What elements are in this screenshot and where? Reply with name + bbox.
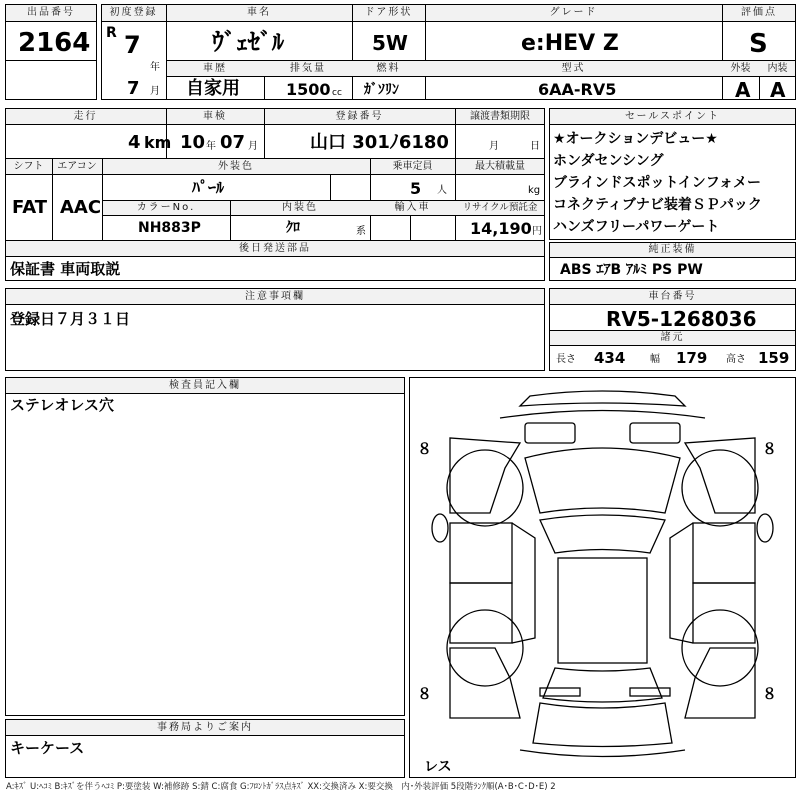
color-no: NH883P <box>138 220 201 236</box>
mark-bottom: レス <box>424 759 452 775</box>
inspection-year: 10 <box>180 132 206 153</box>
notes-label: 注意事項欄 <box>245 291 305 302</box>
interior-grade-label: 内装 <box>767 63 788 74</box>
dimensions-label: 諸元 <box>660 332 685 343</box>
transfer-doc-label: 譲渡書類期限 <box>470 111 530 122</box>
width-label: 幅 <box>650 354 660 365</box>
office-notes: キーケース <box>10 739 85 757</box>
lot-number: 2164 <box>18 28 91 58</box>
later-parts-label: 後日発送部品 <box>239 243 311 254</box>
chassis-label: 車台番号 <box>648 291 697 302</box>
first-reg-label: 初度登録 <box>109 7 158 18</box>
registration-number: 山口 301ﾉ6180 <box>310 132 449 153</box>
mark-top-left: ８ <box>417 440 433 458</box>
sales-point-2: ホンダセンシング <box>553 153 664 169</box>
displacement-label: 排気量 <box>290 63 326 74</box>
inspector-box <box>5 377 405 716</box>
recycle-unit: 円 <box>532 226 542 237</box>
import-car-label: 輸入車 <box>394 202 431 213</box>
first-reg-year-unit: 年 <box>150 62 160 73</box>
exterior-grade-label: 外装 <box>730 63 751 74</box>
interior-color-suffix: 系 <box>356 226 366 237</box>
inspection-year-unit: 年 <box>206 141 216 152</box>
displacement-unit: cc <box>332 88 342 98</box>
interior-color: ｸﾛ <box>286 220 300 236</box>
lot-label: 出品番号 <box>27 7 75 18</box>
recycle-label: リサイクル預託金 <box>462 202 538 213</box>
capacity-unit: 人 <box>437 185 447 196</box>
mileage: 4 <box>128 132 141 153</box>
mark-bottom-left: ８ <box>417 685 433 703</box>
registration-label: 登録番号 <box>335 111 384 122</box>
history: 自家用 <box>186 78 240 99</box>
exterior-color: ﾊﾟｰﾙ <box>192 178 225 197</box>
displacement: 1500 <box>286 80 331 99</box>
inspector-notes: ステレオレス穴 <box>10 396 114 414</box>
capacity-label: 乗車定員 <box>392 161 433 172</box>
car-name-label: 車名 <box>247 7 271 18</box>
width-value: 179 <box>676 349 708 367</box>
first-reg-month-unit: 月 <box>150 86 160 97</box>
inspection-label: 車検 <box>203 111 227 122</box>
fuel: ｶﾞｿﾘﾝ <box>364 82 399 98</box>
sales-point-1: ★オークションデビュー★ <box>553 131 718 147</box>
shift: FAT <box>12 197 48 218</box>
fuel-label: 燃料 <box>376 63 401 74</box>
legend: A:ｷｽﾞ U:ﾍｺﾐ B:ｷｽﾞを伴うﾍｺﾐ P:要塗装 W:補修跡 S:錆 C:腐食 G:ﾌﾛﾝﾄｶﾞﾗｽ点ｷｽﾞ XX:交換済み X:要交換 内･外装評価 5段階ﾗﾝｸ順(A･B･C･D･E) 2 <box>6 782 556 792</box>
max-load-unit: kg <box>528 185 541 196</box>
height-value: 159 <box>758 349 790 367</box>
length-value: 434 <box>594 349 626 367</box>
score-label: 評価点 <box>741 7 777 18</box>
inspector-label: 検査員記入欄 <box>169 380 241 391</box>
inspection-month-unit: 月 <box>248 141 258 152</box>
first-reg-era: R <box>106 25 117 41</box>
height-label: 高さ <box>726 354 746 365</box>
aircon: AAC <box>60 197 102 218</box>
max-load-label: 最大積載量 <box>475 161 525 172</box>
door-type: 5W <box>372 31 408 55</box>
later-parts: 保証書 車両取説 <box>10 260 121 278</box>
car-name: ｳﾞｪｾﾞﾙ <box>212 28 284 56</box>
history-label: 車歴 <box>203 63 227 74</box>
shift-label: シフト <box>13 161 44 172</box>
office-label: 事務局よりご案内 <box>157 722 253 733</box>
inspection-month: 07 <box>220 132 246 153</box>
first-reg-year: 7 <box>124 31 141 59</box>
transfer-doc-month-unit: 月 <box>489 141 499 152</box>
aircon-label: エアコン <box>57 161 97 172</box>
model-code: 6AA-RV5 <box>538 80 617 99</box>
grade: e:HEV Z <box>521 31 619 56</box>
interior-color-label: 内装色 <box>282 202 318 213</box>
equipment: ABS ｴｱB ｱﾙﾐ PS PW <box>560 262 703 278</box>
car-body-diagram <box>410 378 795 777</box>
sales-point-4: コネクティブナビ装着ＳＰパック <box>553 197 762 213</box>
mileage-label: 走行 <box>73 111 98 122</box>
recycle-fee: 14,190 <box>470 219 532 238</box>
capacity: 5 <box>410 179 422 198</box>
score: S <box>749 29 768 59</box>
sales-point-3: ブラインドスポットインフォメー <box>553 175 762 191</box>
chassis-number: RV5-1268036 <box>606 307 757 331</box>
model-label: 型式 <box>561 63 586 74</box>
mark-bottom-right: ８ <box>762 685 778 703</box>
length-label: 長さ <box>556 354 576 365</box>
exterior-color-label: 外装色 <box>218 161 254 172</box>
sales-points-label: セールスポイント <box>624 111 721 122</box>
first-reg-month: 7 <box>127 78 140 99</box>
exterior-grade: A <box>735 78 751 102</box>
equipment-label: 純正装備 <box>648 244 697 255</box>
notes: 登録日７月３１日 <box>10 310 131 328</box>
color-no-label: カラーNo. <box>136 202 196 213</box>
mileage-unit: km <box>144 133 172 152</box>
mark-top-right: ８ <box>762 440 778 458</box>
grade-label: グレード <box>549 7 598 18</box>
interior-grade: A <box>770 78 786 102</box>
door-label: ドア形状 <box>364 7 413 18</box>
transfer-doc-day-unit: 日 <box>530 141 540 152</box>
sales-point-5: ハンズフリーパワーゲート <box>553 219 720 235</box>
